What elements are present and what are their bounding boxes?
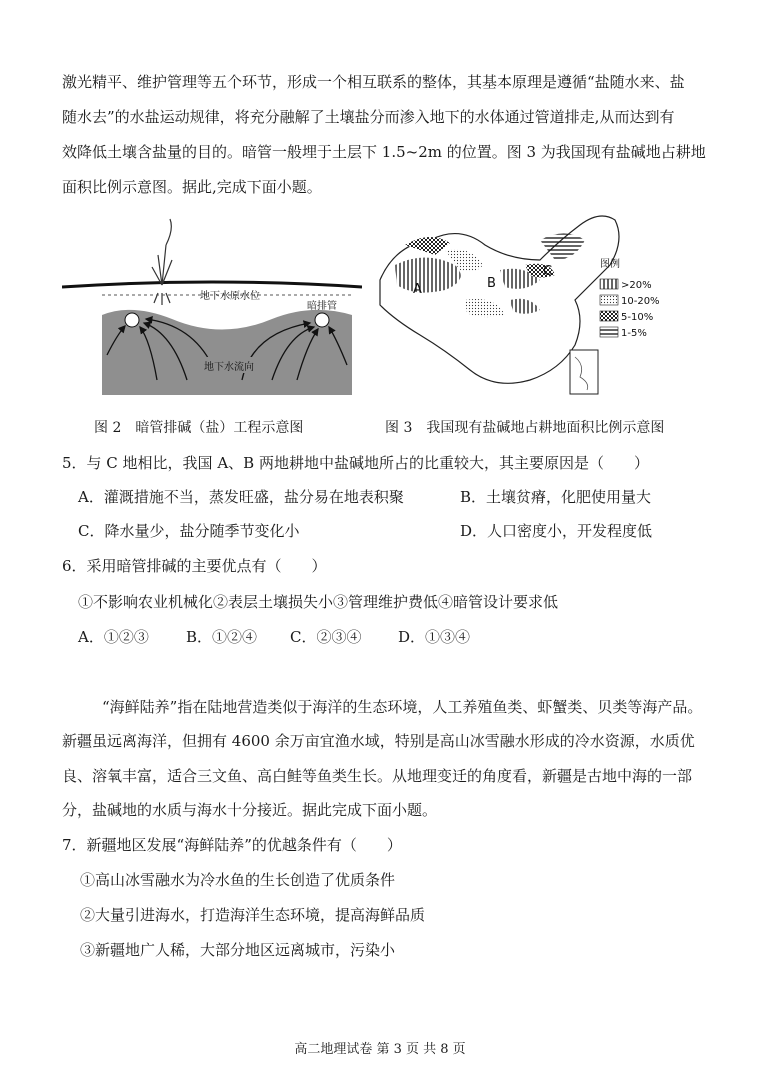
water-table-label: 地下水原水位 [200,291,260,302]
question-5-option-d[interactable]: D．人口密度小，开发程度低 [460,522,653,540]
question-6-option-c[interactable]: C．②③④ [290,628,362,646]
question-6-option-d[interactable]: D．①③④ [398,628,471,646]
question-7-item-1: ①高山冰雪融水为冷水鱼的生长创造了优质条件 [80,871,396,889]
figure-3-map [375,205,695,400]
question-6-stem: 6．采用暗管排碱的主要优点有（ ） [62,557,327,575]
pipe-label: 暗排管 [307,301,337,312]
question-6-option-b[interactable]: B．①②④ [186,628,258,646]
flow-label: 地下水流向 [204,362,254,373]
question-5-option-c[interactable]: C．降水量少，盐分随季节变化小 [78,522,300,540]
map-legend [600,257,660,339]
intro-line-2: 随水去”的水盐运动规律，将充分融解了土壤盐分而渗入地下的水体通过管道排走,从而达到有 [62,108,675,126]
south-china-sea-inset [570,350,598,394]
question-6-items: ①不影响农业机械化②表层土壤损失小③管理维护费低④暗管设计要求低 [78,593,559,611]
legend-item-1: >20% [621,280,652,291]
question-5-option-a[interactable]: A．灌溉措施不当，蒸发旺盛，盐分易在地表积聚 [78,488,404,506]
intro-line-1: 激光精平、维护管理等五个环节，形成一个相互联系的整体，其基本原理是遵循“盐随水来、盐 [62,73,685,91]
question-7-item-3: ③新疆地广人稀，大部分地区远离城市，污染小 [80,941,396,959]
passage-2-line-4: 分，盐碱地的水质与海水十分接近。据此完成下面小题。 [62,801,438,819]
passage-2-line-3: 良、溶氧丰富，适合三文鱼、高白鲑等鱼类生长。从地理变迁的角度看，新疆是古地中海的一部 [62,767,693,785]
legend-item-4: 1-5% [621,328,647,339]
figure-2-caption: 图 2 暗管排碱（盐）工程示意图 [94,420,304,436]
question-5-option-b[interactable]: B．土壤贫瘠，化肥使用量大 [460,488,652,506]
intro-line-4: 面积比例示意图。据此,完成下面小题。 [62,178,322,196]
question-7-item-2: ②大量引进海水，打造海洋生态环境，提高海鲜品质 [80,906,426,924]
legend-item-3: 5-10% [621,312,654,323]
figure-2-diagram [62,215,362,400]
question-5-stem: 5．与 C 地相比，我国 A、B 两地耕地中盐碱地所占的比重较大，其主要原因是（ ） [62,454,649,472]
region-label-c: C [543,264,553,279]
drain-pipe-right [315,313,329,327]
figure-3-caption: 图 3 我国现有盐碱地占耕地面积比例示意图 [385,420,665,436]
question-7-stem: 7．新疆地区发展“海鲜陆养”的优越条件有（ ） [62,836,402,854]
region-label-a: A [413,282,422,297]
question-6-option-a[interactable]: A．①②③ [78,628,149,646]
page-footer: 高二地理试卷 第 3 页 共 8 页 [294,1042,466,1057]
legend-title: 图例 [600,259,620,270]
passage-2-line-1: “海鲜陆养”指在陆地营造类似于海洋的生态环境，人工养殖鱼类、虾蟹类、贝类等海产品。 [102,698,703,716]
plant-icon [152,219,172,305]
passage-2-line-2: 新疆虽远离海洋，但拥有 4600 余万亩宜渔水域，特别是高山冰雪融水形成的冷水资源，水质优 [62,732,695,750]
intro-line-3: 效降低土壤含盐量的目的。暗管一般埋于土层下 1.5~2m 的位置。图 3 为我国现有盐碱地占耕地 [62,143,706,161]
region-label-b: B [487,276,496,291]
drain-pipe-left [125,313,139,327]
legend-item-2: 10-20% [621,296,660,307]
